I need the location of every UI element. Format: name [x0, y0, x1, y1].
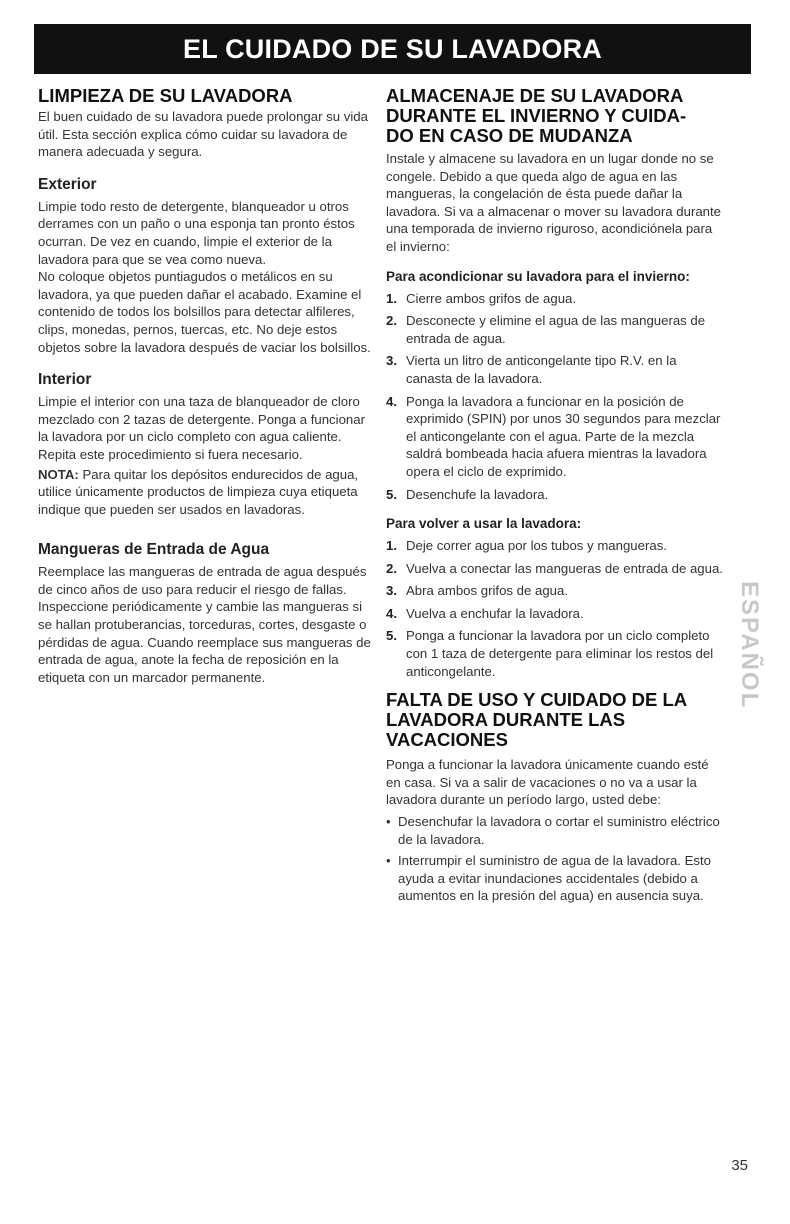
cleaning-intro: El buen cuidado de su lavadora puede prolongar su vida útil. Esta sección explica cómo cuidar su lavadora de manera adecuada y segura.: [38, 109, 368, 160]
winterize-steps: [386, 290, 726, 504]
page-banner: EL CUIDADO DE SU LAVADORA: [34, 24, 751, 74]
vacation-title-line-1: FALTA DE USO Y CUIDADO DE LA: [386, 689, 688, 711]
list-item: 5. Desenchufe la lavadora.: [386, 486, 549, 502]
list-item: 1. Cierre ambos grifos de agua.: [386, 290, 577, 306]
list-item: 2. Desconecte y elimine el agua de las mangueras de entrada de agua.: [386, 313, 706, 346]
reuse-steps: [386, 537, 726, 680]
vacation-title-line-2: LAVADORA DURANTE LAS: [386, 709, 626, 731]
note-label: NOTA:: [38, 466, 79, 482]
section-title-vacation: [386, 690, 726, 750]
right-column: [386, 86, 726, 909]
storage-paragraph: Instale y almacene su lavadora en un lugar donde no se congele. Debido a que queda algo de agua en las mangueras, la congelación de ésta puede dañar la lavadora. Si va a almacenar o mover su lavadora durante una temporada de invierno riguroso, acondiciónela para el invierno:: [386, 151, 721, 254]
list-item: 3. Vierta un litro de anticongelante tipo R.V. en la canasta de la lavadora.: [386, 353, 677, 386]
exterior-paragraph-2: No coloque objetos puntiagudos o metálicos en su lavadora, ya que pueden dañar el acabado. Examine el contenido de todos los bolsillos para detectar alfileres, clips, monedas, pernos, tuercas, etc. No deje estos objetos sobre la lavadora después de vaciar los bolsillos.: [38, 269, 371, 355]
left-column: [38, 86, 378, 686]
list-item: 4. Ponga la lavadora a funcionar en la posición de exprimido (SPIN) por unos 30 segundos para mezclar el anticongelante con el agua. Parte de la mezcla saldrá bombeada hacia afuera mientras la lavadora opera el ciclo de exprimido.: [386, 393, 721, 479]
winterize-heading: Para acondicionar su lavadora para el invierno:: [386, 268, 690, 284]
list-item: • Desenchufar la lavadora o cortar el suministro eléctrico de la lavadora.: [386, 814, 720, 847]
vacation-bullets: [386, 813, 726, 905]
storage-title-line-1: ALMACENAJE DE SU LAVADORA: [386, 85, 684, 106]
note-paragraph: [38, 466, 378, 519]
list-item: 5. Ponga a funcionar la lavadora por un ciclo completo con 1 taza de detergente para eliminar los restos del anticongelante.: [386, 628, 714, 679]
note-text: Para quitar los depósitos endurecidos de agua, utilice únicamente productos de limpieza cuya etiqueta indique que pueden ser usados en lavadoras.: [38, 466, 359, 517]
storage-title-line-3: DO EN CASO DE MUDANZA: [386, 125, 633, 146]
list-item: • Interrumpir el suministro de agua de la lavadora. Esto ayuda a evitar inundaciones accidentales (debido a aumentos en la presión del agua) en ausencia suya.: [386, 853, 711, 904]
side-language-mark: ESPAÑOL: [736, 580, 763, 710]
interior-paragraph: Limpie el interior con una taza de blanqueador de cloro mezclado con 2 tazas de detergente. Ponga a funcionar la lavadora por un ciclo completo con agua caliente. Repita este procedimiento si fuera necesario.: [38, 394, 365, 462]
exterior-heading: Exterior: [38, 175, 97, 193]
vacation-title-line-3: VACACIONES: [386, 729, 508, 751]
page-number: 35: [731, 1157, 748, 1174]
section-title-cleaning: LIMPIEZA DE SU LAVADORA: [38, 85, 293, 106]
interior-heading: Interior: [38, 371, 92, 389]
storage-title-line-2: DURANTE EL INVIERNO Y CUIDA-: [386, 105, 687, 126]
exterior-paragraph-1: Limpie todo resto de detergente, blanqueador u otros derrames con un paño o una esponja tan pronto éstos ocurran. De vez en cuando, limpie el exterior de la lavadora para que se vea como nueva.: [38, 198, 355, 267]
list-item: 2. Vuelva a conectar las mangueras de entrada de agua.: [386, 560, 723, 576]
hoses-paragraph: Reemplace las mangueras de entrada de agua después de cinco años de uso para reducir el riesgo de fallas. Inspeccione periódicamente y cambie las mangueras si se hallan protuberancias, torceduras, cortes, desgaste o pérdidas de agua. Cuando reemplace sus mangueras de entrada de agua, anote la fecha de reposición en la etiqueta con un marcador permanente.: [38, 564, 371, 685]
reuse-heading: Para volver a usar la lavadora:: [386, 516, 582, 532]
list-item: 3. Abra ambos grifos de agua.: [386, 583, 569, 599]
hoses-heading: Mangueras de Entrada de Agua: [38, 541, 270, 559]
vacation-paragraph: Ponga a funcionar la lavadora únicamente cuando esté en casa. Si va a salir de vacaciones o no va a usar la lavadora durante un período largo, usted debe:: [386, 757, 709, 808]
list-item: 4. Vuelva a enchufar la lavadora.: [386, 605, 584, 621]
section-title-storage: [386, 86, 726, 146]
list-item: 1. Deje correr agua por los tubos y mangueras.: [386, 538, 667, 554]
